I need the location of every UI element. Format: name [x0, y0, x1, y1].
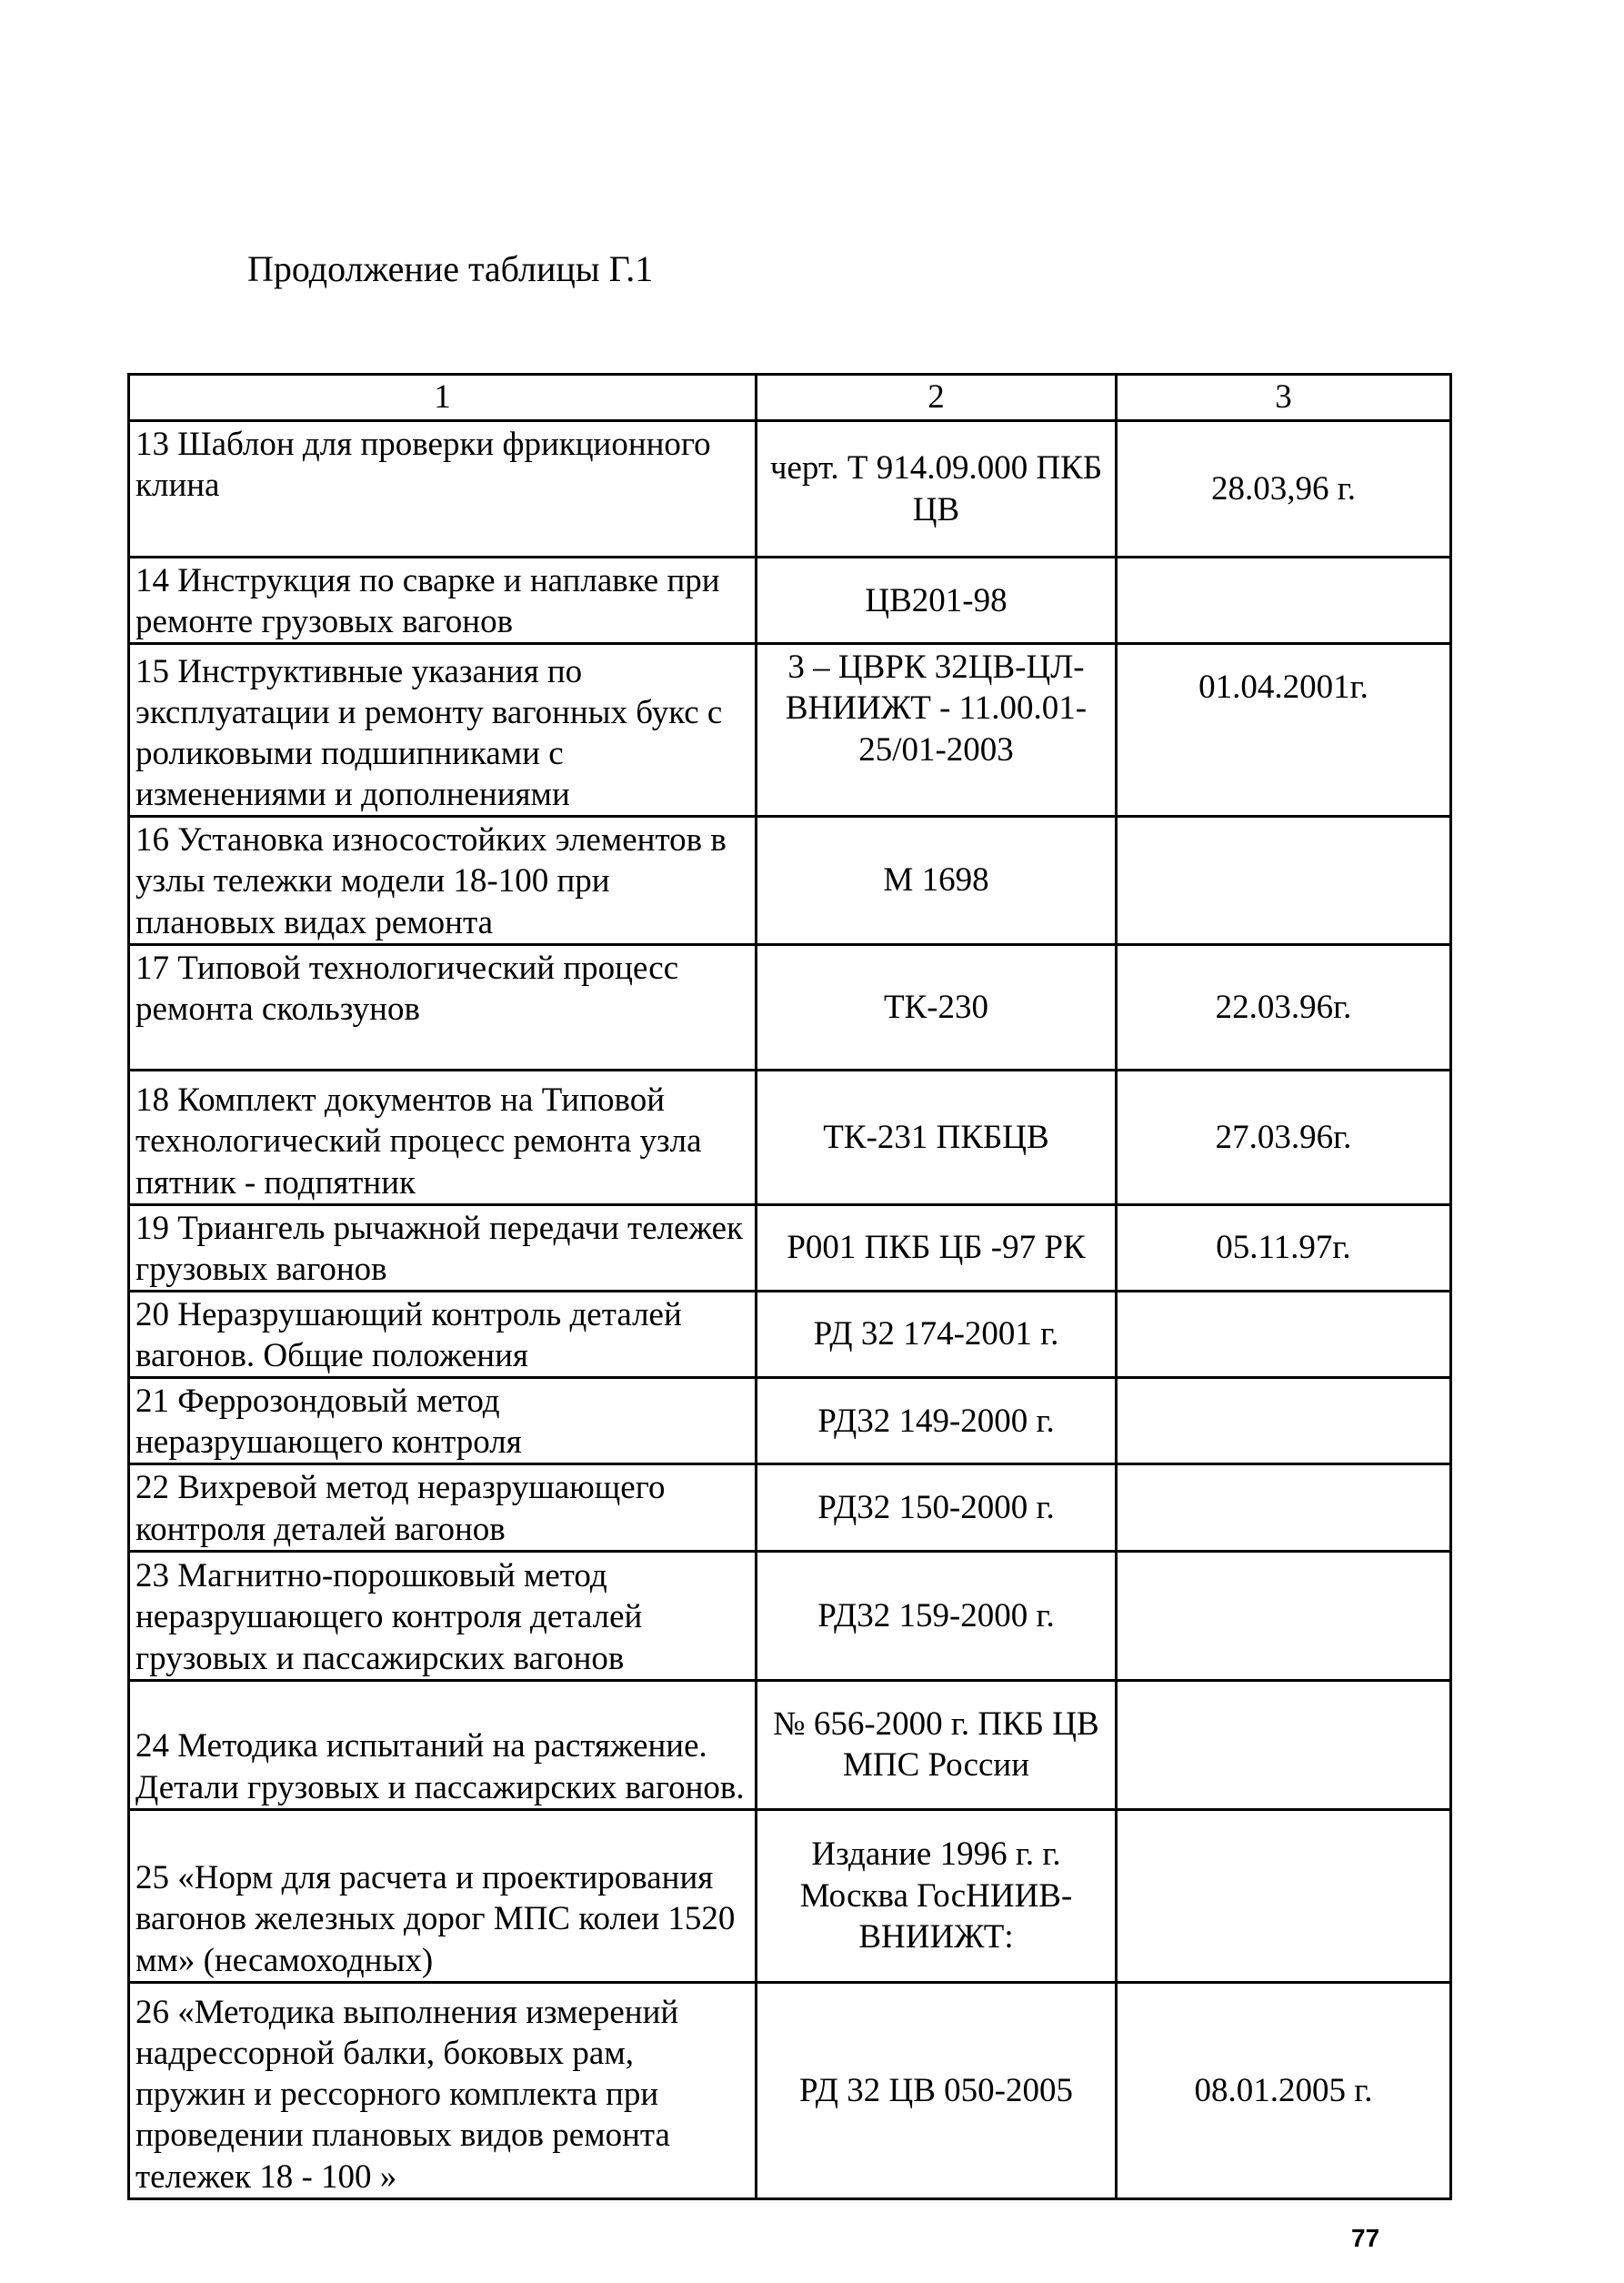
row-document: РД32 159-2000 г. [757, 1551, 1117, 1680]
row-date [1117, 1551, 1451, 1680]
row-document: ТК-231 ПКБЦВ [757, 1070, 1117, 1204]
table-row [129, 944, 1451, 1070]
row-date [1117, 1291, 1451, 1377]
table-row [129, 817, 1451, 944]
row-title: 16 Установка износостойких элементов в узлы тележки модели 18-100 при плановых видах ремонта [129, 817, 757, 944]
row-document: М 1698 [757, 817, 1117, 944]
table-row [129, 421, 1451, 558]
row-date [1117, 817, 1451, 944]
row-title: 13 Шаблон для проверки фрикционного клина [129, 421, 757, 558]
table-row [129, 1291, 1451, 1377]
row-title: 24 Методика испытаний на растяжение. Детали грузовых и пассажирских вагонов. [129, 1680, 757, 1809]
column-header-1: 1 [129, 375, 757, 421]
row-date [1117, 1680, 1451, 1809]
row-document: черт. Т 914.09.000 ПКБ ЦВ [757, 421, 1117, 558]
row-document: ЦВ201-98 [757, 558, 1117, 644]
row-document: № 656-2000 г. ПКБ ЦВ МПС России [757, 1680, 1117, 1809]
page-number: 77 [1351, 2224, 1380, 2252]
row-title: 15 Инструктивные указания по эксплуатации и ремонту вагонных букс с роликовыми подшипниками с изменениями и дополнениями [129, 644, 757, 817]
row-document: ТК-230 [757, 944, 1117, 1070]
row-date [1117, 558, 1451, 644]
table-row [129, 1070, 1451, 1204]
row-title: 19 Триангель рычажной передачи тележек грузовых вагонов [129, 1204, 757, 1291]
row-title: 25 «Норм для расчета и проектирования вагонов железных дорог МПС колеи 1520 мм» (несамоходных) [129, 1809, 757, 1982]
row-title: 14 Инструкция по сварке и наплавке при ремонте грузовых вагонов [129, 558, 757, 644]
row-document: 3 – ЦВРК 32ЦВ-ЦЛ-ВНИИЖТ - 11.00.01-25/01-2003 [757, 644, 1117, 817]
row-document: РД32 150-2000 г. [757, 1464, 1117, 1551]
row-title: 26 «Методика выполнения измерений надрессорной балки, боковых рам, пружин и рессорного комплекта при проведении плановых видов ремонта тележек 18 - 100 » [129, 1982, 757, 2198]
row-document: РД32 149-2000 г. [757, 1378, 1117, 1464]
table-row [129, 644, 1451, 817]
row-date: 22.03.96г. [1117, 944, 1451, 1070]
row-title: 17 Типовой технологический процесс ремонта скользунов [129, 944, 757, 1070]
table-row [129, 1204, 1451, 1291]
row-title: 18 Комплект документов на Типовой технологический процесс ремонта узла пятник - подпятник [129, 1070, 757, 1204]
column-header-3: 3 [1117, 375, 1451, 421]
row-date [1117, 1464, 1451, 1551]
row-title: 22 Вихревой метод неразрушающего контроля деталей вагонов [129, 1464, 757, 1551]
table-header-row [129, 375, 1451, 421]
row-title: 23 Магнитно-порошковый метод неразрушающего контроля деталей грузовых и пассажирских вагонов [129, 1551, 757, 1680]
row-document: Р001 ПКБ ЦБ -97 РК [757, 1204, 1117, 1291]
table-row [129, 1551, 1451, 1680]
standards-table [127, 373, 1452, 2200]
row-title: 21 Феррозондовый метод неразрушающего контроля [129, 1378, 757, 1464]
row-document: Издание 1996 г. г. Москва ГосНИИВ-ВНИИЖТ: [757, 1809, 1117, 1982]
table-row [129, 1378, 1451, 1464]
table-row [129, 1982, 1451, 2198]
row-date [1117, 1378, 1451, 1464]
row-date: 05.11.97г. [1117, 1204, 1451, 1291]
table-row [129, 1680, 1451, 1809]
row-date: 28.03,96 г. [1117, 421, 1451, 558]
row-date: 08.01.2005 г. [1117, 1982, 1451, 2198]
table-row [129, 1809, 1451, 1982]
row-date: 01.04.2001г. [1117, 644, 1451, 817]
table-row [129, 558, 1451, 644]
table-row [129, 1464, 1451, 1551]
row-document: РД 32 ЦВ 050-2005 [757, 1982, 1117, 2198]
table-caption: Продолжение таблицы Г.1 [247, 248, 654, 289]
column-header-2: 2 [757, 375, 1117, 421]
row-document: РД 32 174-2001 г. [757, 1291, 1117, 1377]
row-date: 27.03.96г. [1117, 1070, 1451, 1204]
row-title: 20 Неразрушающий контроль деталей вагонов. Общие положения [129, 1291, 757, 1377]
row-date [1117, 1809, 1451, 1982]
